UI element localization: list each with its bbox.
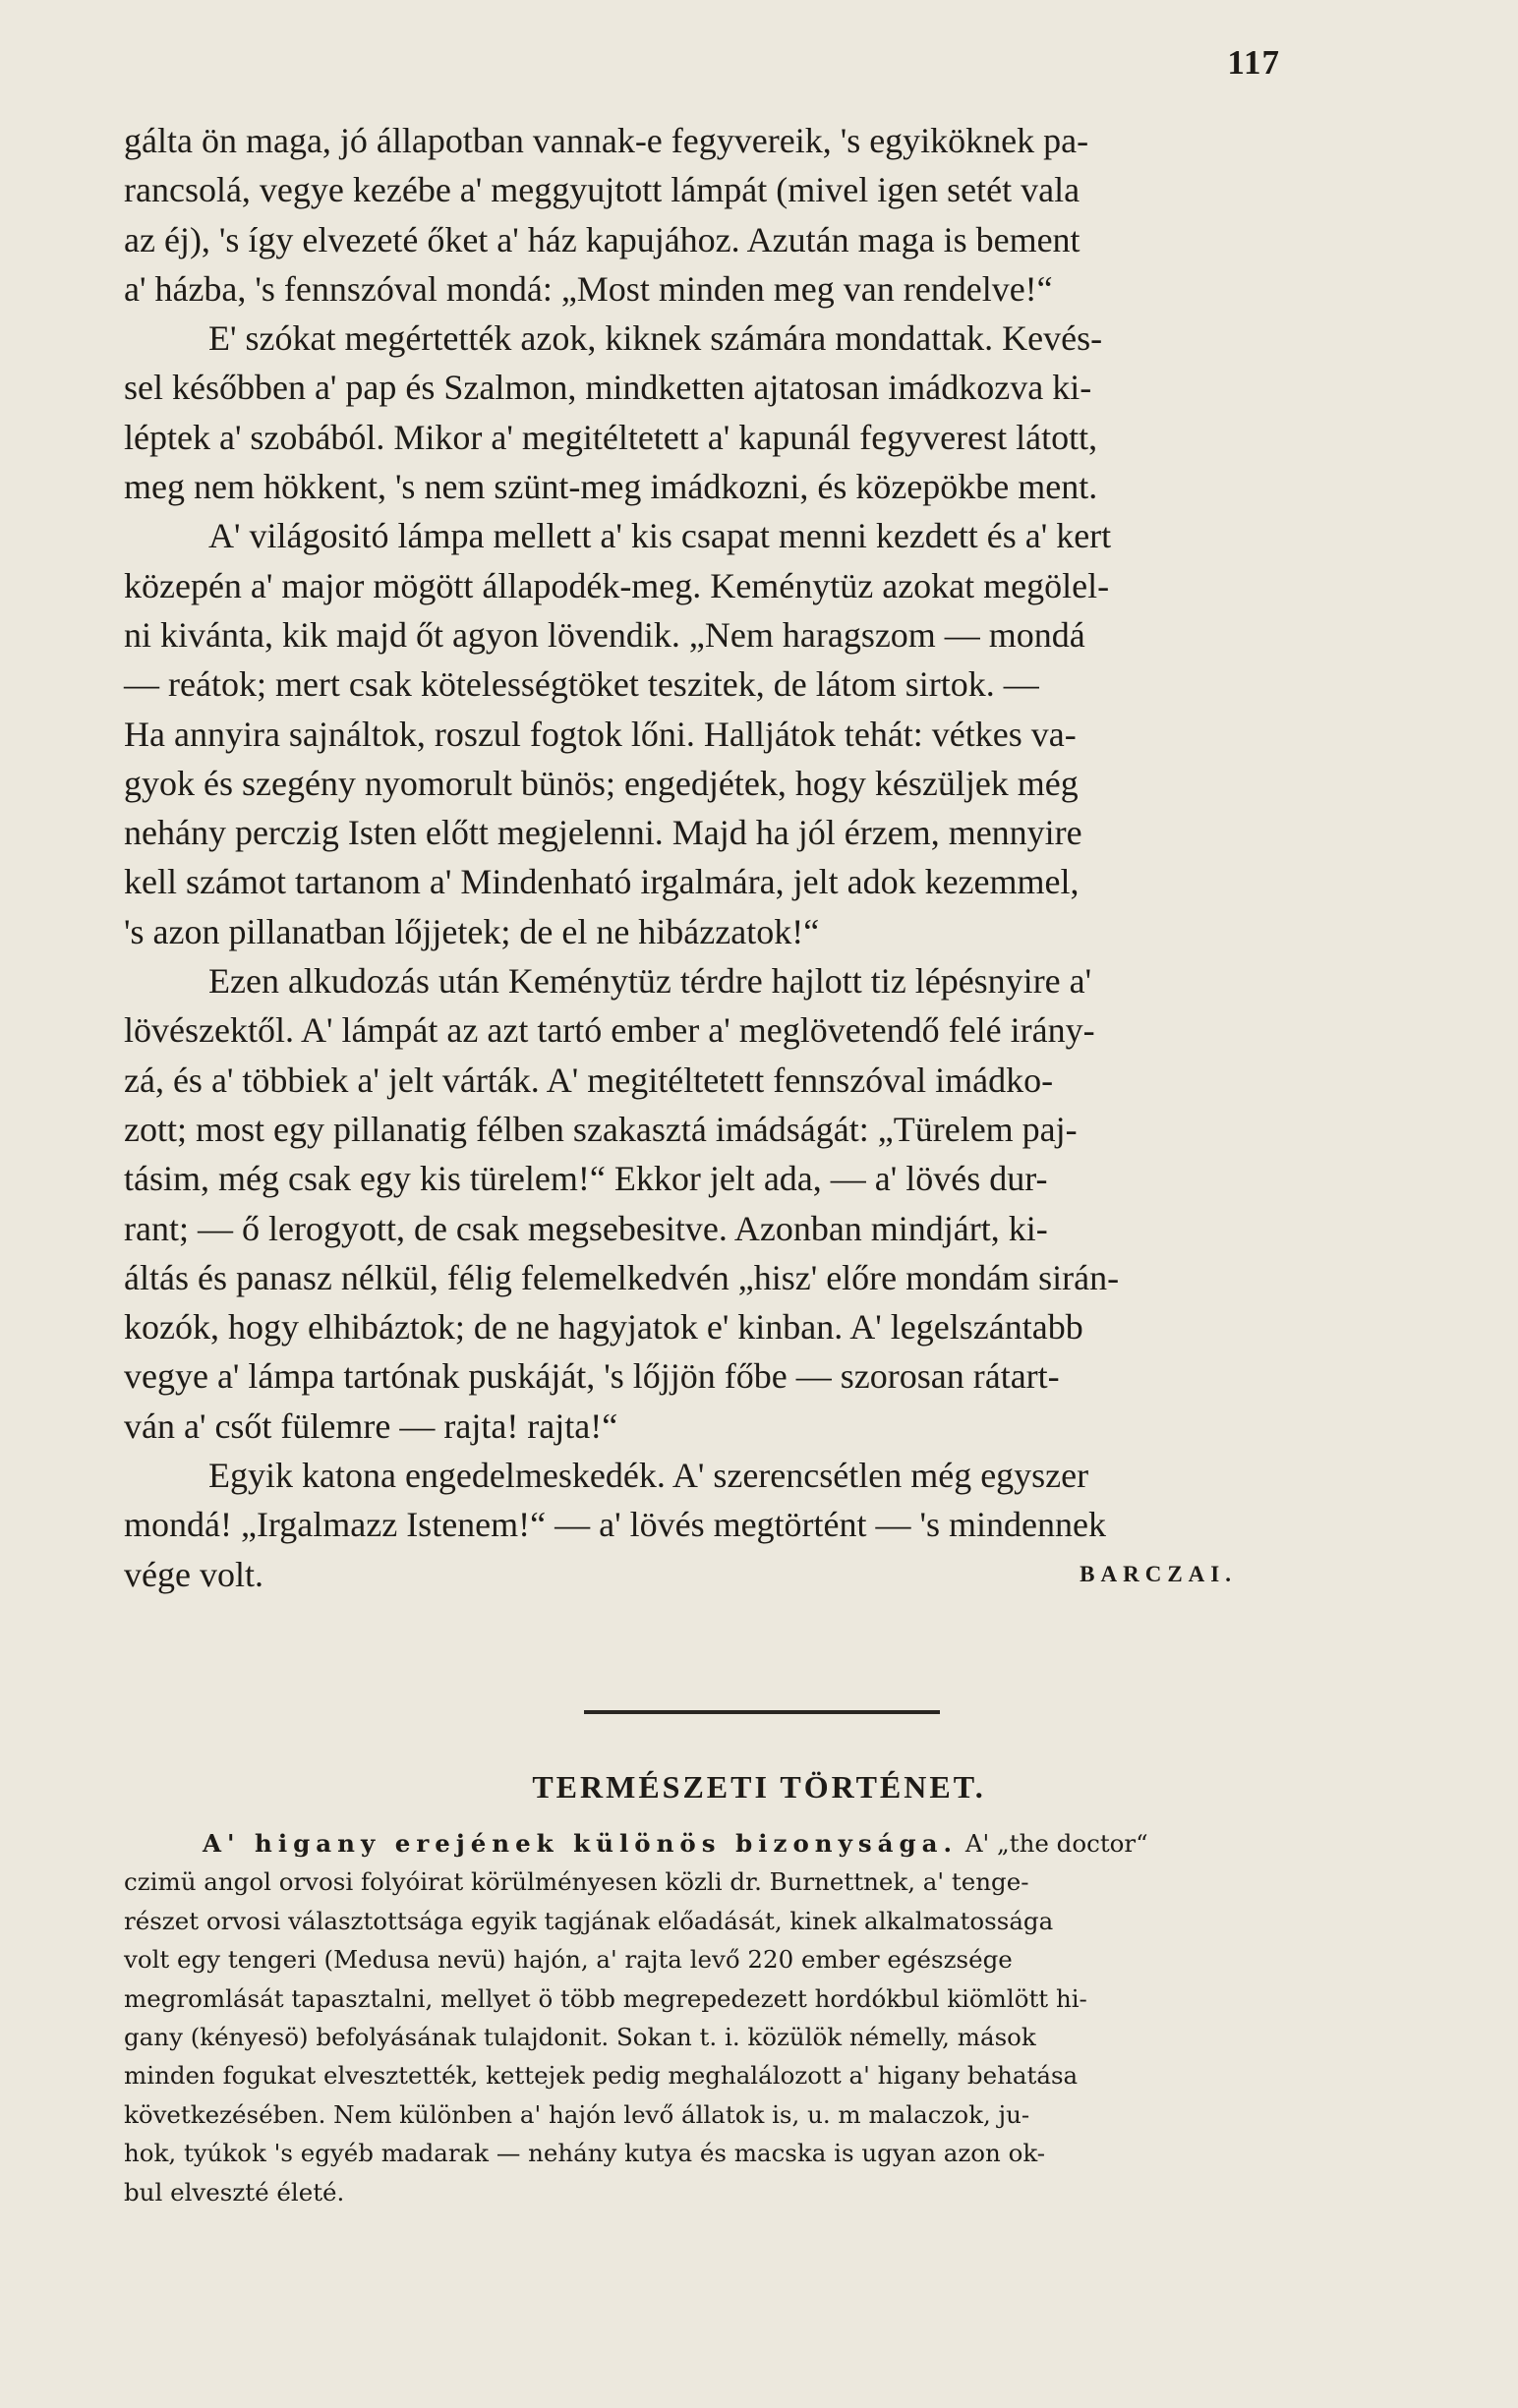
text-line: mondá! „Irgalmazz Istenem!“ — a' lövés megtörtént — 's mindennek — [124, 1505, 1106, 1545]
text-line: Ha annyira sajnáltok, roszul fogtok lőni. Halljátok tehát: vétkes va- — [124, 714, 1077, 754]
text-line: kell számot tartanom a' Mindenható irgalmára, jelt adok kezemmel, — [124, 862, 1080, 902]
text-line: zá, és a' többiek a' jelt várták. A' megitéltetett fennszóval imádko- — [124, 1060, 1054, 1100]
text-line: tásim, még csak egy kis türelem!“ Ekkor jelt ada, — a' lövés dur- — [124, 1159, 1048, 1199]
paragraph-2 — [124, 314, 1314, 511]
text-line: gálta ön maga, jó állapotban vannak-e fegyvereik, 's egyiköknek pa- — [124, 121, 1089, 160]
text-line: lövészektől. A' lámpát az azt tartó ember a' meglövetendő felé irány- — [124, 1010, 1095, 1051]
text-line: Ezen alkudozás után Keménytüz térdre hajlott tiz lépésnyire a' — [208, 961, 1092, 1002]
text-line: zott; most egy pillanatig félben szakasztá imádságát: „Türelem paj- — [124, 1109, 1078, 1149]
text-line: az éj), 's így elvezeté őket a' ház kapujához. Azután maga is bement — [124, 219, 1080, 259]
text-line: bul elveszté életé. — [124, 2177, 345, 2207]
text-line: vegye a' lámpa tartónak puskáját, 's lőjjön főbe — szorosan rátart- — [124, 1356, 1060, 1397]
article-lead: A' higany erejének különös bizonysága. — [203, 1829, 959, 1858]
article-paragraph — [124, 1824, 1315, 2211]
section-divider — [584, 1710, 940, 1714]
closing-line — [124, 1550, 1314, 1599]
text-line: a' házba, 's fennszóval mondá: „Most minden meg van rendelve!“ — [124, 268, 1053, 309]
text-line: vége volt. — [124, 1554, 263, 1594]
text-line: A' világositó lámpa mellett a' kis csapat menni kezdett és a' kert — [208, 516, 1112, 556]
text-line: gyok és szegény nyomorult bünös; engedjétek, hogy készüljek még — [124, 763, 1079, 803]
paragraph-3 — [124, 511, 1314, 956]
text-line: következésében. Nem különben a' hajón levő állatok is, u. m malaczok, ju- — [124, 2099, 1030, 2129]
text-line: gany (kényesö) befolyásának tulajdonit. Sokan t. i. közülök némelly, mások — [124, 2023, 1036, 2052]
text-line: rant; — ő lerogyott, de csak megsebesitve. Azonban mindjárt, ki- — [124, 1208, 1048, 1248]
text-line: megromlását tapasztalni, mellyet ö több megrepedezett hordókbul kiömlött hi- — [124, 1983, 1087, 2013]
paragraph-1 — [124, 116, 1314, 314]
text-line: léptek a' szobából. Mikor a' megitéltetett a' kapunál fegyverest látott, — [124, 417, 1098, 457]
text-line: részet orvosi választottsága egyik tagjának előadását, kinek alkalmatossága — [124, 1906, 1054, 1935]
text-line: czimü angol orvosi folyóirat körülményesen közli dr. Burnettnek, a' tenge- — [124, 1867, 1029, 1897]
text-line: minden fogukat elvesztették, kettejek pedig meghalálozott a' higany behatása — [124, 2061, 1079, 2091]
text-line: ni kivánta, kik majd őt agyon lövendik. „Nem haragszom — mondá — [124, 614, 1085, 655]
main-text — [124, 116, 1314, 1599]
page-number: 117 — [1227, 43, 1280, 82]
text-line: meg nem hökkent, 's nem szünt-meg imádkozni, és közepökbe ment. — [124, 467, 1098, 507]
text-line: A' „the doctor“ — [964, 1829, 1148, 1858]
text-line: nehány perczig Isten előtt megjelenni. Majd ha jól érzem, mennyire — [124, 813, 1082, 853]
text-line: 's azon pillanatban lőjjetek; de el ne hibázzatok!“ — [124, 911, 820, 951]
paragraph-4 — [124, 956, 1314, 1451]
paragraph-5 — [124, 1451, 1314, 1550]
text-line: rancsolá, vegye kezébe a' meggyujtott lámpát (mivel igen setét vala — [124, 170, 1080, 210]
natural-history-article — [124, 1824, 1315, 2211]
text-line: — reátok; mert csak kötelességtöket teszitek, de látom sirtok. — — [124, 664, 1039, 705]
text-line: közepén a' major mögött állapodék-meg. Keménytüz azokat megölel- — [124, 565, 1110, 605]
text-line: volt egy tengeri (Medusa nevü) hajón, a' rajta levő 220 ember egészsége — [124, 1945, 1013, 1975]
text-line: E' szókat megértették azok, kiknek számára mondattak. Kevés- — [208, 318, 1103, 359]
text-line: sel későbben a' pap és Szalmon, mindketten ajtatosan imádkozva ki- — [124, 368, 1092, 408]
text-line: hok, tyúkok 's egyéb madarak — nehány kutya és macska is ugyan azon ok- — [124, 2139, 1046, 2168]
text-line: Egyik katona engedelmeskedék. A' szerencsétlen még egyszer — [208, 1456, 1089, 1496]
section-heading: TERMÉSZETI TÖRTÉNET. — [532, 1769, 986, 1805]
author-signature: BARCZAI. — [1080, 1561, 1237, 1586]
text-line: kozók, hogy elhibáztok; de ne hagyjatok e' kinban. A' legelszántabb — [124, 1307, 1083, 1347]
text-line: ván a' csőt fülemre — rajta! rajta!“ — [124, 1405, 618, 1446]
text-line: áltás és panasz nélkül, félig felemelkedvén „hisz' előre mondám sirán- — [124, 1257, 1120, 1297]
